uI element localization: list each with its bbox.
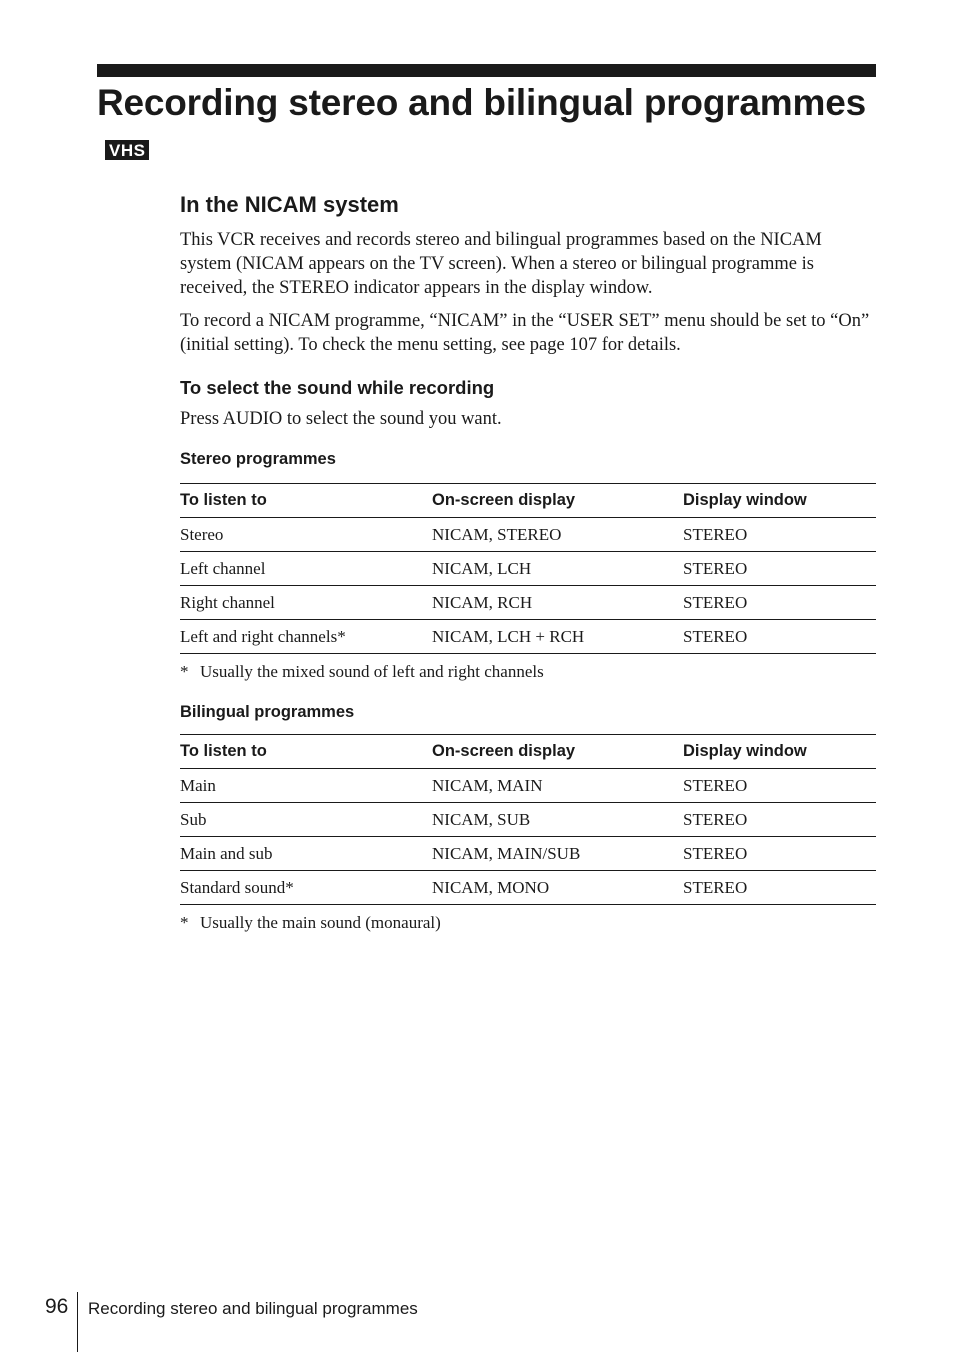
table-cell: NICAM, LCH + RCH xyxy=(432,620,683,654)
page-number: 96 xyxy=(45,1295,69,1318)
table-header-row xyxy=(180,484,876,518)
table-row xyxy=(180,803,876,837)
table-cell: NICAM, MAIN xyxy=(432,769,683,803)
table-cell: Left and right channels* xyxy=(180,620,432,654)
column-header: Display window xyxy=(683,735,876,769)
top-rule xyxy=(97,64,876,77)
page-title xyxy=(97,80,877,170)
page-title-text: Recording stereo and bilingual programmes xyxy=(97,82,866,123)
table-cell: Main and sub xyxy=(180,837,432,871)
footnote-mark: * xyxy=(180,913,189,932)
table-header-row xyxy=(180,735,876,769)
table-cell: STEREO xyxy=(683,586,876,620)
footnote-text: Usually the mixed sound of left and right channels xyxy=(200,662,544,681)
table-cell: NICAM, STEREO xyxy=(432,518,683,552)
table-cell: Left channel xyxy=(180,552,432,586)
bilingual-footnote xyxy=(180,911,876,935)
column-header: On-screen display xyxy=(432,735,683,769)
table-cell: STEREO xyxy=(683,871,876,905)
stereo-footnote xyxy=(180,660,876,684)
table-row xyxy=(180,871,876,905)
section-paragraph-1: This VCR receives and records stereo and bilingual programmes based on the NICAM system (NICAM appears on the TV screen). When a stereo or bilingual programme is received, the STEREO indicator appears in the display window. xyxy=(180,230,822,298)
table-cell: STEREO xyxy=(683,620,876,654)
table-cell: Sub xyxy=(180,803,432,837)
subsection-paragraph: Press AUDIO to select the sound you want. xyxy=(180,409,502,429)
table-cell: Standard sound* xyxy=(180,871,432,905)
table-cell: STEREO xyxy=(683,837,876,871)
table-row xyxy=(180,837,876,871)
table-cell: STEREO xyxy=(683,552,876,586)
column-header: On-screen display xyxy=(432,484,683,518)
footer-running-title: Recording stereo and bilingual programmes xyxy=(88,1299,418,1318)
section-paragraph-2: To record a NICAM programme, “NICAM” in the “USER SET” menu should be set to “On” (initial setting). To check the menu setting, see page 107 for details. xyxy=(180,311,870,355)
footer-divider xyxy=(77,1292,78,1352)
column-header: Display window xyxy=(683,484,876,518)
table-cell: NICAM, MAIN/SUB xyxy=(432,837,683,871)
table-cell: STEREO xyxy=(683,769,876,803)
table-cell: Stereo xyxy=(180,518,432,552)
footnote-text: Usually the main sound (monaural) xyxy=(200,913,441,932)
subsection-heading: To select the sound while recording xyxy=(180,377,495,398)
table-cell: Main xyxy=(180,769,432,803)
section-heading: In the NICAM system xyxy=(180,192,399,217)
table-row xyxy=(180,586,876,620)
stereo-table xyxy=(180,483,876,654)
table-cell: Right channel xyxy=(180,586,432,620)
table-row xyxy=(180,552,876,586)
footnote-mark: * xyxy=(180,662,189,681)
table-cell: NICAM, SUB xyxy=(432,803,683,837)
table-cell: NICAM, LCH xyxy=(432,552,683,586)
table-row xyxy=(180,518,876,552)
vhs-badge: VHS xyxy=(105,140,149,160)
bilingual-heading: Bilingual programmes xyxy=(180,703,355,721)
table-cell: NICAM, MONO xyxy=(432,871,683,905)
table-cell: NICAM, RCH xyxy=(432,586,683,620)
stereo-heading: Stereo programmes xyxy=(180,450,336,468)
column-header: To listen to xyxy=(180,484,432,518)
bilingual-table xyxy=(180,734,876,905)
table-row xyxy=(180,620,876,654)
table-cell: STEREO xyxy=(683,803,876,837)
main-content xyxy=(180,190,876,935)
table-cell: STEREO xyxy=(683,518,876,552)
table-row xyxy=(180,769,876,803)
column-header: To listen to xyxy=(180,735,432,769)
